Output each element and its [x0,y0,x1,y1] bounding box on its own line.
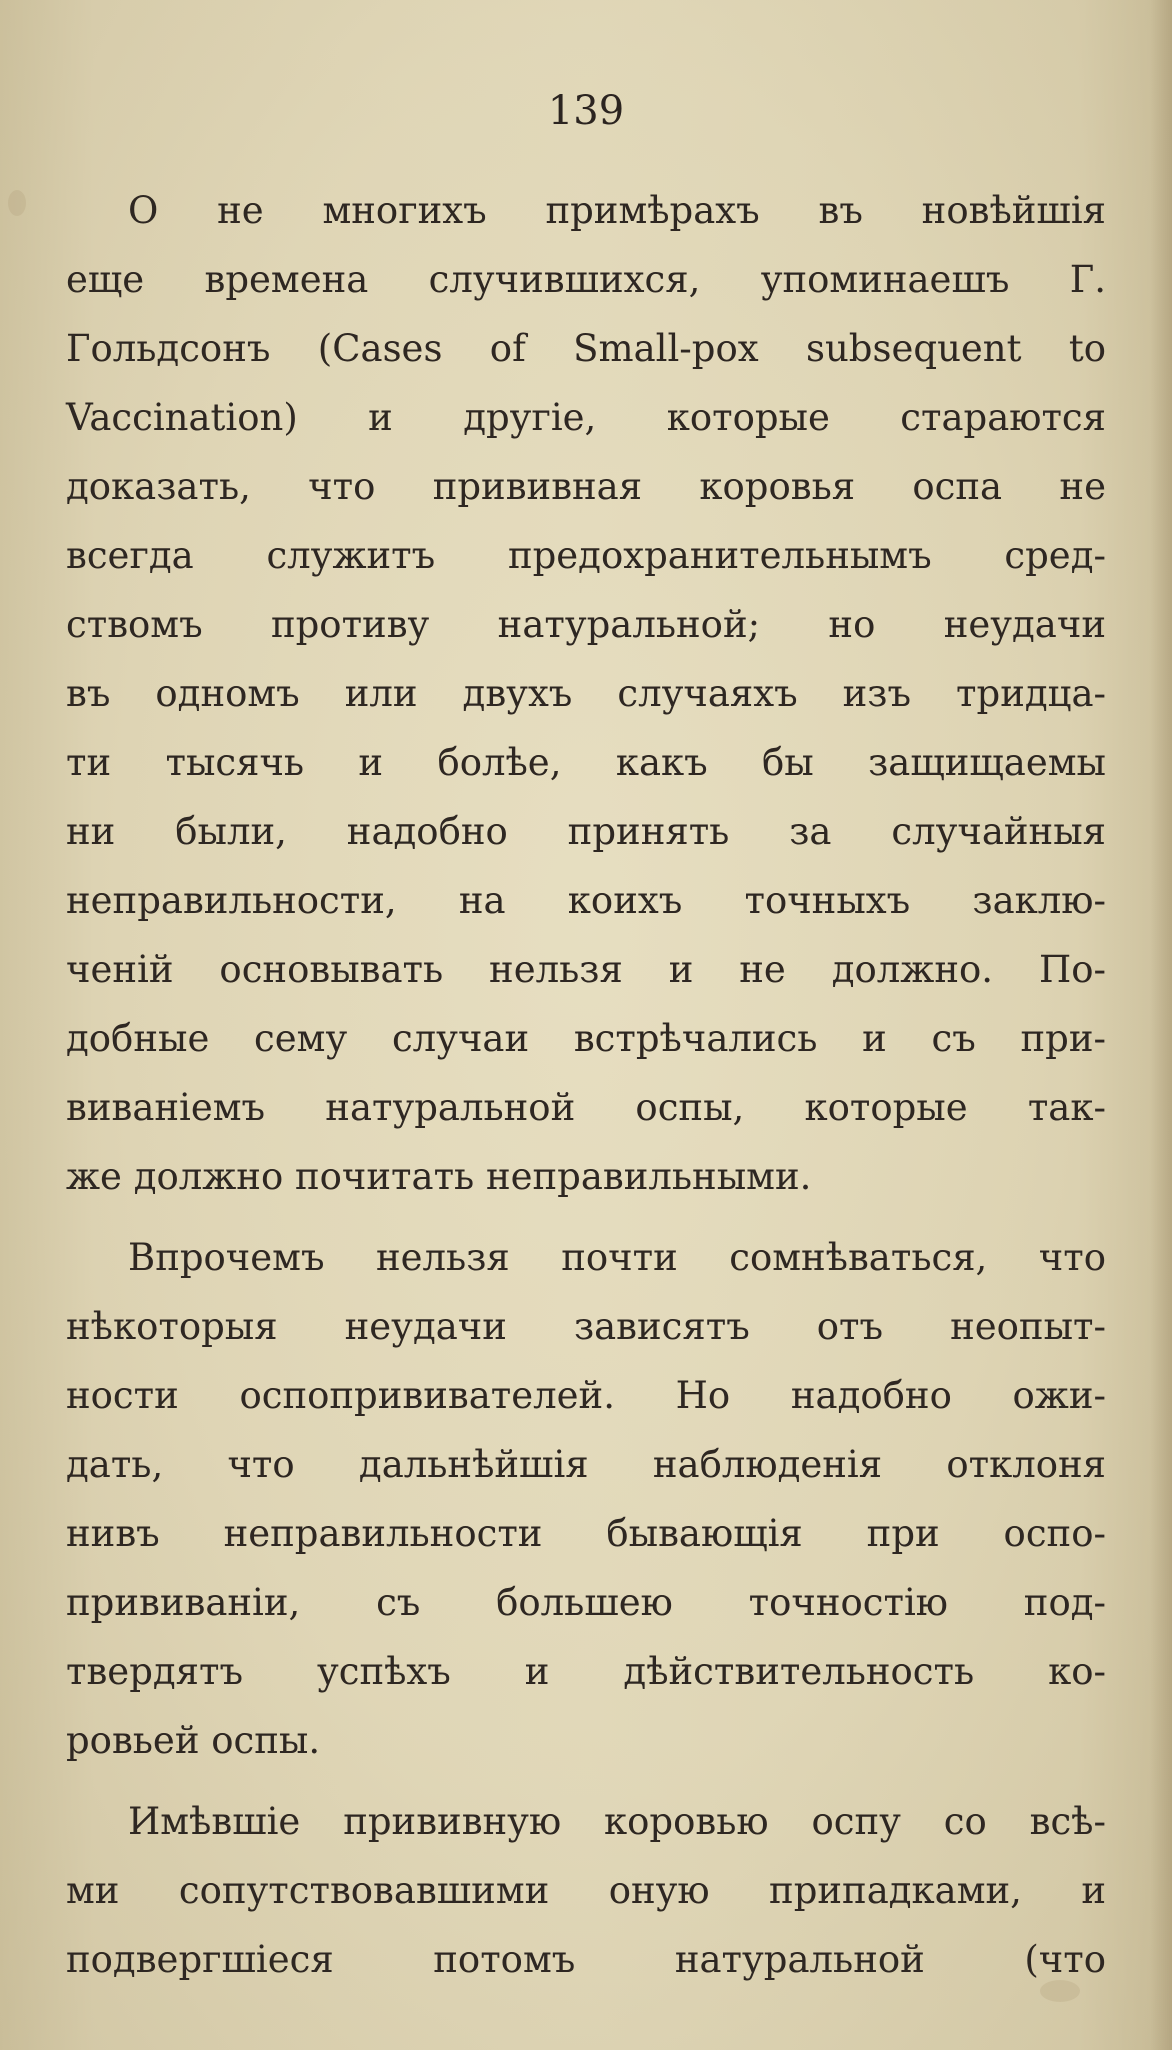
text-line: виваніемъ натуральной оспы, которые так- [66,1086,1106,1129]
text-line: прививаніи, съ большею точностію под- [66,1581,1106,1624]
text-line: нѣкоторыя неудачи зависятъ отъ неопыт- [66,1305,1106,1348]
text-line: добные сему случаи встрѣчались и съ при- [66,1017,1106,1060]
text-line: ми сопутствовавшими оную припадками, и [66,1869,1106,1912]
text-line: Vaccination) и другіе, которые стараются [66,396,1106,439]
text-line: еще времена случившихся, упоминаешъ Г. [66,258,1106,301]
text-line: ровьей оспы. [66,1719,321,1762]
text-line: Впрочемъ нельзя почти сомнѣваться, что [128,1236,1106,1279]
page-number: 139 [547,88,625,134]
body-text [66,176,1106,1994]
text-line: подвергшіеся потомъ натуральной (что [66,1938,1106,1981]
text-line: же должно почитать неправильными. [66,1155,812,1198]
text-line: доказать, что прививная коровья оспа не [66,465,1106,508]
text-line: Гольдсонъ (Cases of Small-pox subsequent to [66,327,1106,370]
text-line: Имѣвшіе прививную коровью оспу со всѣ- [128,1800,1106,1843]
paper-stain [8,190,26,216]
text-line: ченій основывать нельзя и не должно. По- [66,948,1106,991]
text-line: всегда служитъ предохранительнымъ сред- [66,534,1106,577]
paragraph-3 [66,1787,1106,1994]
text-line: дать, что дальнѣйшія наблюденія отклоня [66,1443,1106,1486]
text-line: въ одномъ или двухъ случаяхъ изъ тридца- [66,672,1106,715]
text-line: ни были, надобно принять за случайныя [66,810,1106,853]
paragraph-1 [66,176,1106,1211]
text-line: неправильности, на коихъ точныхъ заклю- [66,879,1106,922]
page-edge-shadow [1150,0,1172,2050]
paragraph-2 [66,1223,1106,1775]
text-line: ности оспопрививателей. Но надобно ожи- [66,1374,1106,1417]
text-line: ти тысячь и болѣе, какъ бы защищаемы [66,741,1106,784]
text-line: твердятъ успѣхъ и дѣйствительность ко- [66,1650,1106,1693]
text-line: О не многихъ примѣрахъ въ новѣйшія [128,189,1106,232]
text-line: нивъ неправильности бывающія при оспо- [66,1512,1106,1555]
text-line: ствомъ противу натуральной; но неудачи [66,603,1106,646]
